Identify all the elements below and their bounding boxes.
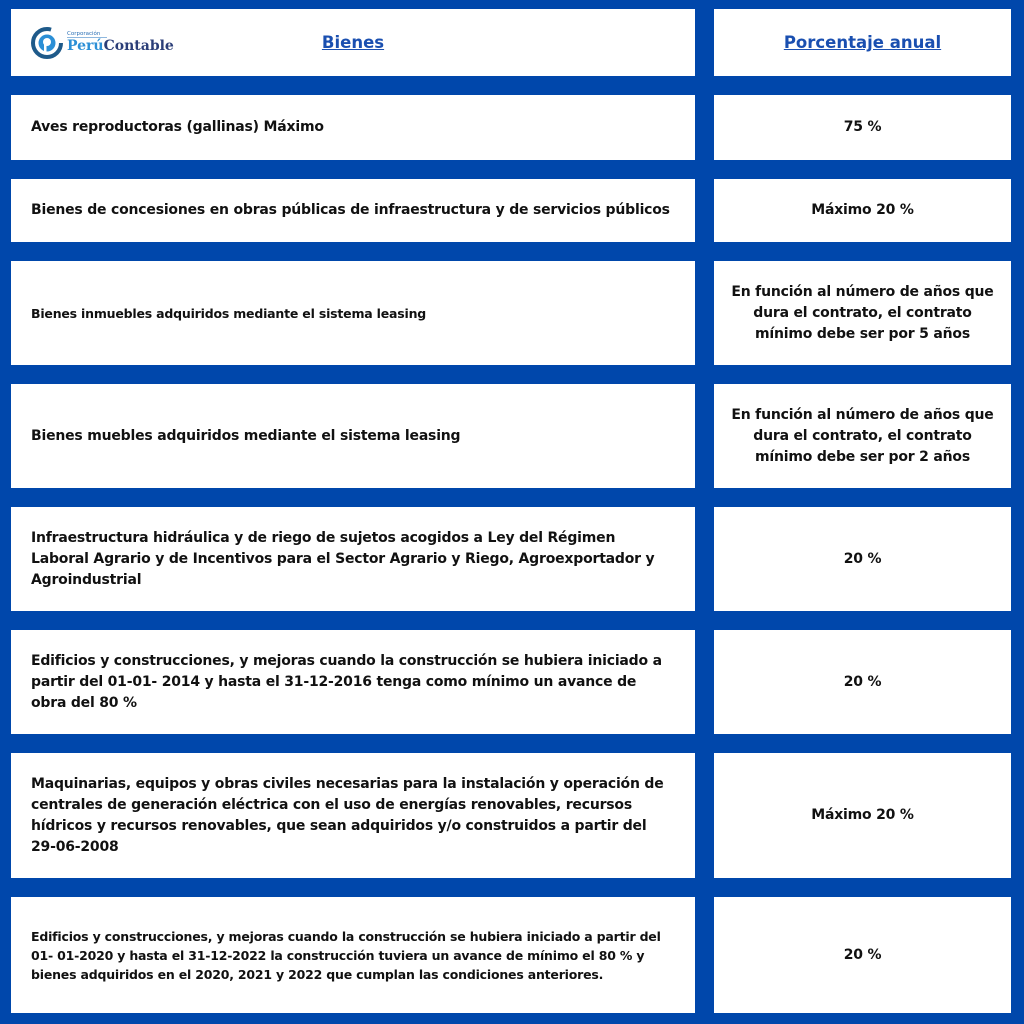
table-row-7-bien <box>11 753 695 878</box>
table-row-5-porcentaje <box>714 507 1011 611</box>
header-cell-bienes <box>11 9 695 76</box>
table-row-2-bien <box>11 179 695 242</box>
table-row-2-porcentaje <box>714 179 1011 242</box>
porcentaje-text: Máximo 20 % <box>811 807 914 823</box>
table-row-1-porcentaje <box>714 95 1011 160</box>
table-row-6-bien <box>11 630 695 734</box>
table-row-4-bien <box>11 384 695 488</box>
table-row-5-bien <box>11 507 695 611</box>
table-row-3-porcentaje <box>714 261 1011 365</box>
porcentaje-text: Máximo 20 % <box>811 202 914 218</box>
bien-text: Edificios y construcciones, y mejoras cuando la construcción se hubiera iniciado a partir del 01-01- 2014 y hasta el 31-12-2016 tenga como mínimo un avance de obra del 80 % <box>31 652 662 711</box>
table-row-8-porcentaje <box>714 897 1011 1013</box>
porcentaje-text: 20 % <box>843 550 882 567</box>
porcentaje-text: 20 % <box>843 946 882 963</box>
bien-text: Edificios y construcciones, y mejoras cuando la construcción se hubiera iniciado a partir del 01- 01-2020 y hasta el 31-12-2022 la construcción tuviera un avance de mínimo el 80 % y bienes adquiridos en el 2020, 2021 y 2022 que cumplan las condiciones anteriores. <box>31 928 661 982</box>
table-row-3-bien <box>11 261 695 365</box>
bien-text: Maquinarias, equipos y obras civiles necesarias para la instalación y operación de centrales de generación eléctrica con el uso de energías renovables, recursos hídricos y recursos renovables, que sean adquiridos y/o construidos a partir del 29-06-2008 <box>31 775 664 855</box>
porcentaje-text: 75 % <box>843 119 882 135</box>
bien-text: Bienes inmuebles adquiridos mediante el sistema leasing <box>31 305 427 321</box>
bien-text: Aves reproductoras (gallinas) Máximo <box>31 119 324 135</box>
table-row-7-porcentaje <box>714 753 1011 878</box>
column-header-bienes[interactable]: Bienes <box>321 33 385 52</box>
porcentaje-text: En función al número de años que dura el contrato, el contrato mínimo debe ser por 2 años <box>731 406 994 465</box>
table-row-6-porcentaje <box>714 630 1011 734</box>
table-row-4-porcentaje <box>714 384 1011 488</box>
logo-small-text: Corporación <box>67 32 107 39</box>
header-cell-porcentaje <box>714 9 1011 76</box>
logo-brand: PerúContable <box>67 38 174 55</box>
table-row-8-bien <box>11 897 695 1013</box>
bien-text: Bienes de concesiones en obras públicas de infraestructura y de servicios públicos <box>31 202 670 218</box>
bien-text: Infraestructura hidráulica y de riego de sujetos acogidos a Ley del Régimen Laboral Agrario y de Incentivos para el Sector Agrario y Riego, Agroexportador y Agroindustrial <box>31 529 655 588</box>
table-row-1-bien <box>11 95 695 160</box>
column-header-porcentaje[interactable]: Porcentaje anual <box>783 33 942 52</box>
porcentaje-text: En función al número de años que dura el contrato, el contrato mínimo debe ser por 5 años <box>731 283 994 342</box>
porcentaje-text: 20 % <box>843 673 882 690</box>
bien-text: Bienes muebles adquiridos mediante el sistema leasing <box>31 427 461 444</box>
